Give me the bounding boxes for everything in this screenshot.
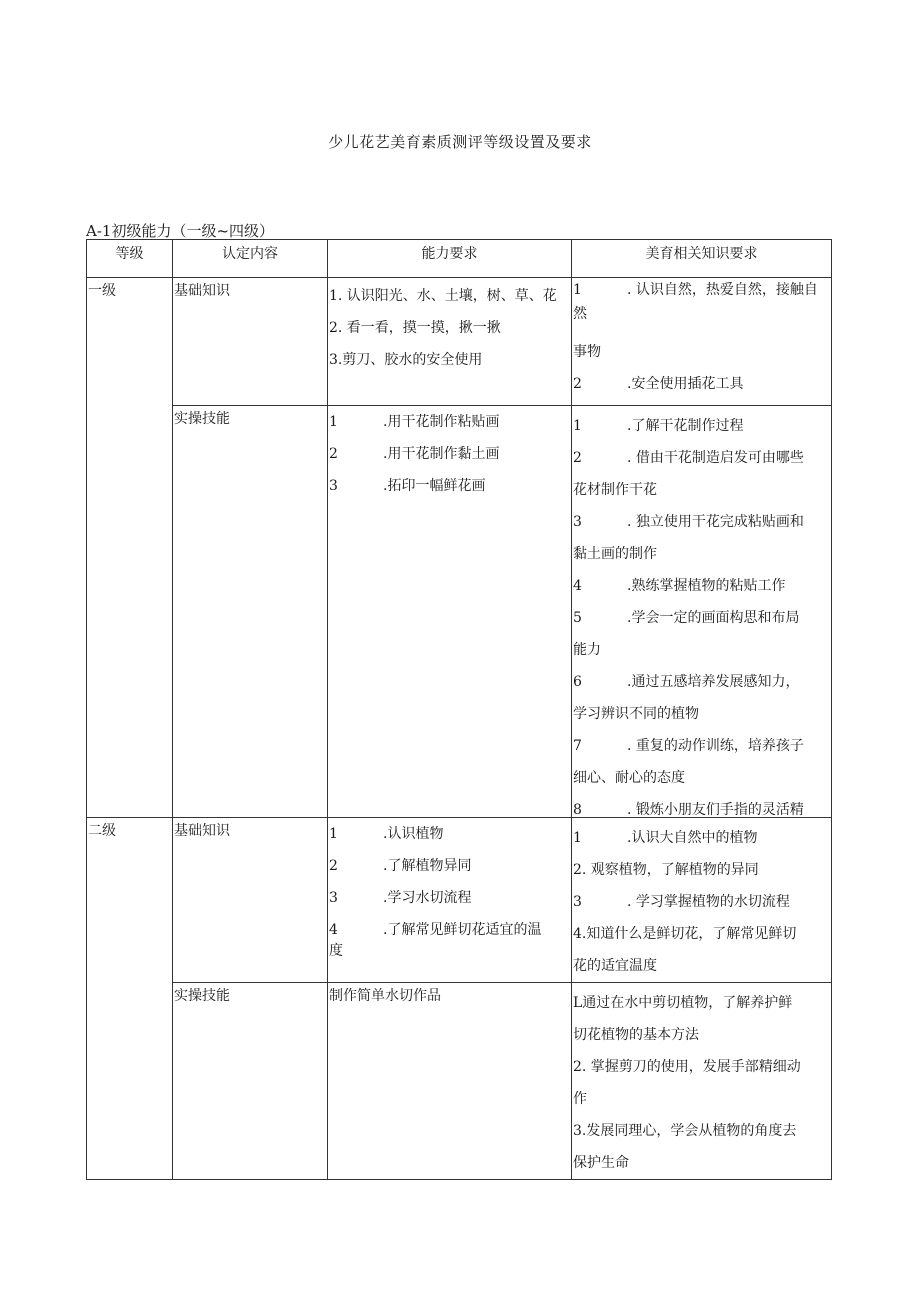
knowledge-item: 事物 xyxy=(573,344,601,360)
knowledge-cell xyxy=(572,278,832,406)
header-category: 认定内容 xyxy=(173,240,328,278)
table-row xyxy=(87,278,832,406)
knowledge-item: 花材制作干花 xyxy=(573,482,657,498)
knowledge-item: 花的适宜温度 xyxy=(573,958,657,974)
knowledge-item: L通过在水中剪切植物，了解养护鲜 xyxy=(573,995,793,1011)
ability-item: 1 .用干花制作粘贴画 xyxy=(329,414,500,430)
requirements-table xyxy=(86,239,832,1180)
knowledge-item: 1 .了解干花制作过程 xyxy=(573,418,744,434)
ability-item: 度 xyxy=(329,943,343,959)
level-label: 一级 xyxy=(88,283,116,299)
table-row xyxy=(87,406,832,818)
category-label: 基础知识 xyxy=(174,823,230,839)
table-row xyxy=(87,983,832,1180)
ability-item: 2 .了解植物异同 xyxy=(329,858,472,874)
ability-item: 制作简单水切作品 xyxy=(329,988,441,1004)
knowledge-item: 保护生命 xyxy=(573,1155,629,1171)
category-cell xyxy=(173,818,328,983)
table-header-row xyxy=(87,240,832,278)
knowledge-item: 2. 掌握剪刀的使用，发展手部精细动 xyxy=(573,1059,801,1075)
header-knowledge: 美育相关知识要求 xyxy=(572,240,832,278)
level-cell xyxy=(87,278,173,818)
table-row xyxy=(87,818,832,983)
knowledge-item: 2 . 借由干花制造启发可由哪些 xyxy=(573,450,804,466)
category-label: 实操技能 xyxy=(174,411,230,427)
knowledge-item: 5 .学会一定的画面构思和布局 xyxy=(573,610,800,626)
header-level: 等级 xyxy=(87,240,173,278)
ability-cell xyxy=(328,818,572,983)
knowledge-item: 1 .认识大自然中的植物 xyxy=(573,830,758,846)
ability-item: 3.剪刀、胶水的安全使用 xyxy=(329,352,483,368)
knowledge-item: 学习辨识不同的植物 xyxy=(573,706,699,722)
ability-cell xyxy=(328,983,572,1180)
knowledge-cell xyxy=(572,406,832,818)
knowledge-item: 3 . 独立使用干花完成粘贴画和 xyxy=(573,514,804,530)
header-ability: 能力要求 xyxy=(328,240,572,278)
knowledge-item: 黏土画的制作 xyxy=(573,546,657,562)
knowledge-item: 切花植物的基本方法 xyxy=(573,1027,699,1043)
ability-item: 3 .拓印一幅鲜花画 xyxy=(329,478,486,494)
knowledge-cell xyxy=(572,983,832,1180)
ability-item: 2 .用干花制作黏土画 xyxy=(329,446,500,462)
knowledge-item: 3.发展同理心，学会从植物的角度去 xyxy=(573,1123,797,1139)
knowledge-item: 8 . 锻炼小朋友们手指的灵活精 xyxy=(573,802,804,817)
knowledge-item: 3 . 学习掌握植物的水切流程 xyxy=(573,894,790,910)
ability-item: 3 .学习水切流程 xyxy=(329,890,472,906)
level-cell xyxy=(87,818,173,1180)
knowledge-item: 4 .熟练掌握植物的粘贴工作 xyxy=(573,578,786,594)
section-label: A-1初级能力（一级~四级） xyxy=(86,222,275,240)
category-cell xyxy=(173,406,328,818)
ability-cell xyxy=(328,406,572,818)
knowledge-item: 能力 xyxy=(573,642,601,658)
knowledge-item: 6 .通过五感培养发展感知力， xyxy=(573,674,800,690)
knowledge-item: 细心、耐心的态度 xyxy=(573,770,685,786)
ability-item: 1. 认识阳光、水、土壤，树、草、花 xyxy=(329,288,557,304)
knowledge-item: 7 . 重复的动作训练，培养孩子 xyxy=(573,738,804,754)
ability-item: 1 .认识植物 xyxy=(329,826,444,842)
category-cell xyxy=(173,983,328,1180)
category-cell xyxy=(173,278,328,406)
ability-item: 2. 看一看，摸一摸，揪一揪 xyxy=(329,320,501,336)
level-label: 二级 xyxy=(88,823,116,839)
ability-cell xyxy=(328,278,572,406)
document-title: 少儿花艺美育素质测评等级设置及要求 xyxy=(328,133,592,151)
ability-item: 4 .了解常见鲜切花适宜的温 xyxy=(329,922,542,938)
knowledge-item: 2. 观察植物，了解植物的异同 xyxy=(573,862,759,878)
category-label: 实操技能 xyxy=(174,988,230,1004)
knowledge-item: 4.知道什么是鲜切花，了解常见鲜切 xyxy=(573,926,797,942)
knowledge-item: 1 . 认识自然，热爱自然，接触自然 xyxy=(573,282,818,322)
category-label: 基础知识 xyxy=(174,283,230,299)
knowledge-item: 作 xyxy=(573,1091,587,1107)
knowledge-cell xyxy=(572,818,832,983)
knowledge-item: 2 .安全使用插花工具 xyxy=(573,376,744,392)
